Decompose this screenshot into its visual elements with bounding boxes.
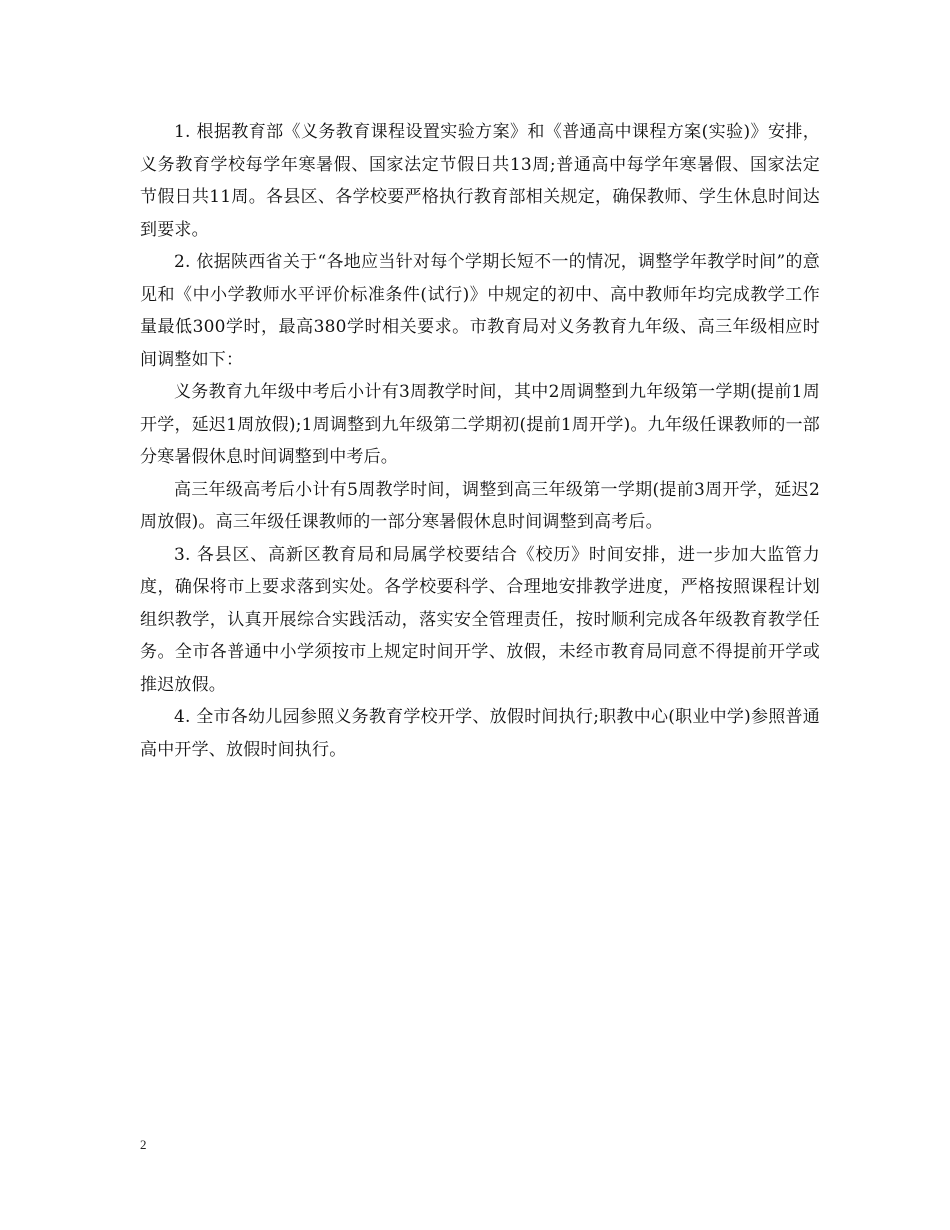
paragraph-1: 1. 根据教育部《义务教育课程设置实验方案》和《普通高中课程方案(实验)》安排，义务教育学校每学年寒暑假、国家法定节假日共13周;普通高中每学年寒暑假、国家法定节假日共11周。各县区、各学校要严格执行教育部相关规定，确保教师、学生休息时间达到要求。 bbox=[140, 122, 820, 240]
document-body bbox=[140, 116, 820, 766]
page-number: 2 bbox=[140, 1137, 147, 1152]
paragraph-6: 4. 全市各幼儿园参照义务教育学校开学、放假时间执行;职教中心(职业中学)参照普通高中开学、放假时间执行。 bbox=[140, 707, 820, 760]
paragraph-5: 3. 各县区、高新区教育局和局属学校要结合《校历》时间安排，进一步加大监管力度，确保将市上要求落到实处。各学校要科学、合理地安排教学进度，严格按照课程计划组织教学，认真开展综合实践活动，落实安全管理责任，按时顺利完成各年级教育教学任务。全市各普通中小学须按市上规定时间开学、放假，未经市教育局同意不得提前开学或推迟放假。 bbox=[140, 544, 820, 695]
paragraph-2: 2. 依据陕西省关于“各地应当针对每个学期长短不一的情况，调整学年教学时间”的意见和《中小学教师水平评价标准条件(试行)》中规定的初中、高中教师年均完成教学工作量最低300学时，最高380学时相关要求。市教育局对义务教育九年级、高三年级相应时间调整如下： bbox=[140, 252, 820, 370]
paragraph-4: 高三年级高考后小计有5周教学时间，调整到高三年级第一学期(提前3周开学，延迟2周放假)。高三年级任课教师的一部分寒暑假休息时间调整到高考后。 bbox=[140, 479, 820, 532]
paragraph-3: 义务教育九年级中考后小计有3周教学时间，其中2周调整到九年级第一学期(提前1周开学，延迟1周放假);1周调整到九年级第二学期初(提前1周开学)。九年级任课教师的一部分寒暑假休息时间调整到中考后。 bbox=[140, 382, 820, 467]
